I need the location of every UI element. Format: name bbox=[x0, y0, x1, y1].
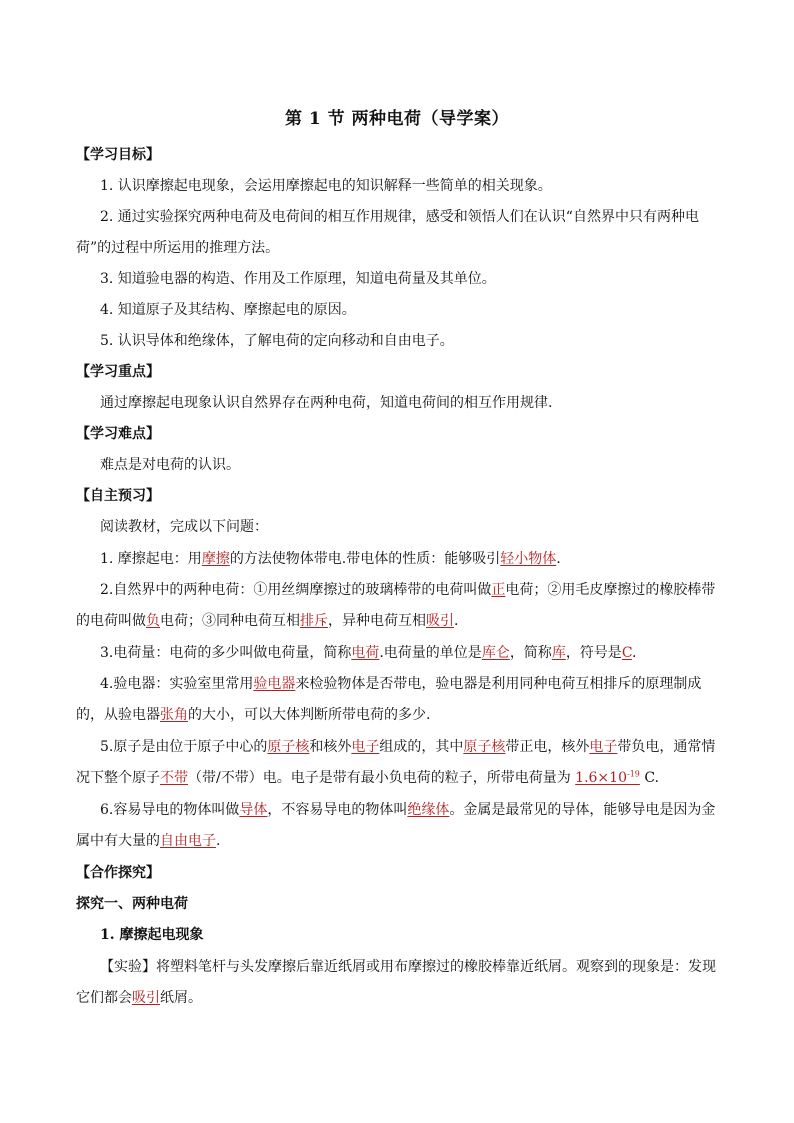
experiment-cont: 它们都会吸引纸屑。 bbox=[76, 990, 202, 1006]
page-title: 第 1 节 两种电荷（导学案） bbox=[284, 109, 510, 129]
answer-blank: 库 bbox=[551, 645, 566, 661]
section-cooperation: 【合作探究】 bbox=[76, 865, 160, 881]
question-2-cont: 的电荷叫做负电荷；③同种电荷互相排斥，异种电荷互相吸引. bbox=[76, 613, 459, 629]
difficulty-text: 难点是对电荷的认识。 bbox=[100, 457, 240, 473]
answer-blank: 负 bbox=[146, 613, 160, 629]
answer-blank: 原子核 bbox=[267, 739, 310, 755]
question-6: 6.容易导电的物体叫做导体，不容易导电的物体叫绝缘体。金属是最常见的导体，能够导电是因为金 bbox=[100, 802, 716, 818]
answer-blank: 张角 bbox=[160, 707, 188, 723]
section-objectives: 【学习目标】 bbox=[76, 147, 160, 163]
objective-5: 5. 认识导体和绝缘体，了解电荷的定向移动和自由电子。 bbox=[100, 333, 454, 349]
answer-blank: 排斥 bbox=[300, 613, 328, 629]
objective-4: 4. 知道原子及其结构、摩擦起电的原因。 bbox=[100, 302, 356, 318]
experiment: 【实验】将塑料笔杆与头发摩擦后靠近纸屑或用布摩擦过的橡胶棒靠近纸屑。观察到的现象是：发现 bbox=[100, 959, 716, 975]
question-5-cont: 况下整个原子不带（带/不带）电。电子是带有最小负电荷的粒子，所带电荷量为 $1.6\times 10^{-19}$ C. bbox=[76, 769, 659, 786]
question-3: 3.电荷量：电荷的多少叫做电荷量，简称电荷.电荷量的单位是库仑，简称库，符号是C. bbox=[100, 645, 637, 661]
answer-blank: 导体 bbox=[239, 802, 268, 818]
answer-blank: 吸引 bbox=[426, 613, 454, 629]
section-preview: 【自主预习】 bbox=[76, 488, 160, 504]
question-2: 2.自然界中的两种电荷：①用丝绸摩擦过的玻璃棒带的电荷叫做正电荷；②用毛皮摩擦过的橡胶棒带 bbox=[100, 582, 716, 598]
objective-1: 1. 认识摩擦起电现象，会运用摩擦起电的知识解释一些简单的相关现象。 bbox=[100, 178, 552, 194]
answer-blank: 验电器 bbox=[253, 676, 296, 692]
subheading: 1. 摩擦起电现象 bbox=[100, 927, 204, 943]
answer-blank: 摩擦 bbox=[201, 551, 230, 567]
answer-blank: 吸引 bbox=[132, 990, 160, 1006]
answer-blank: 电子 bbox=[351, 739, 380, 755]
answer-blank: 原子核 bbox=[463, 739, 506, 755]
answer-blank: $1.6\times 10^{-19}$ bbox=[575, 769, 640, 786]
question-1: 1. 摩擦起电：用摩擦的方法使物体带电.带电体的性质：能够吸引轻小物体. bbox=[100, 551, 561, 567]
key-point-text: 通过摩擦起电现象认识自然界存在两种电荷，知道电荷间的相互作用规律. bbox=[100, 395, 553, 411]
question-4: 4.验电器：实验室里常用验电器来检验物体是否带电，验电器是利用同种电荷互相排斥的原理制成 bbox=[100, 676, 702, 692]
objective-2: 2. 通过实验探究两种电荷及电荷间的相互作用规律，感受和领悟人们在认识“自然界中只有两种电 bbox=[100, 209, 699, 225]
answer-blank: 自由电子 bbox=[160, 833, 216, 849]
section-difficulties: 【学习难点】 bbox=[76, 426, 160, 442]
preview-intro: 阅读教材，完成以下问题： bbox=[100, 519, 268, 535]
objective-2-cont: 荷”的过程中所运用的推理方法。 bbox=[76, 240, 280, 256]
explore-heading: 探究一、两种电荷 bbox=[76, 896, 188, 912]
answer-blank: 电子 bbox=[589, 739, 618, 755]
answer-blank: 库仑 bbox=[481, 645, 510, 661]
answer-blank: C bbox=[621, 645, 633, 661]
question-6-cont: 属中有大量的自由电子. bbox=[76, 833, 221, 849]
objective-3: 3. 知道验电器的构造、作用及工作原理，知道电荷量及其单位。 bbox=[100, 271, 496, 287]
answer-blank: 正 bbox=[491, 582, 506, 598]
answer-blank: 不带 bbox=[160, 770, 188, 786]
answer-blank: 绝缘体 bbox=[407, 802, 450, 818]
question-5: 5.原子是由位于原子中心的原子核和核外电子组成的，其中原子核带正电，核外电子带负电，通常情 bbox=[100, 739, 716, 755]
question-4-cont: 的，从验电器张角的大小，可以大体判断所带电荷的多少. bbox=[76, 707, 431, 723]
answer-blank: 轻小物体 bbox=[500, 551, 557, 567]
answer-blank: 电荷 bbox=[351, 645, 380, 661]
section-key-points: 【学习重点】 bbox=[76, 364, 160, 380]
